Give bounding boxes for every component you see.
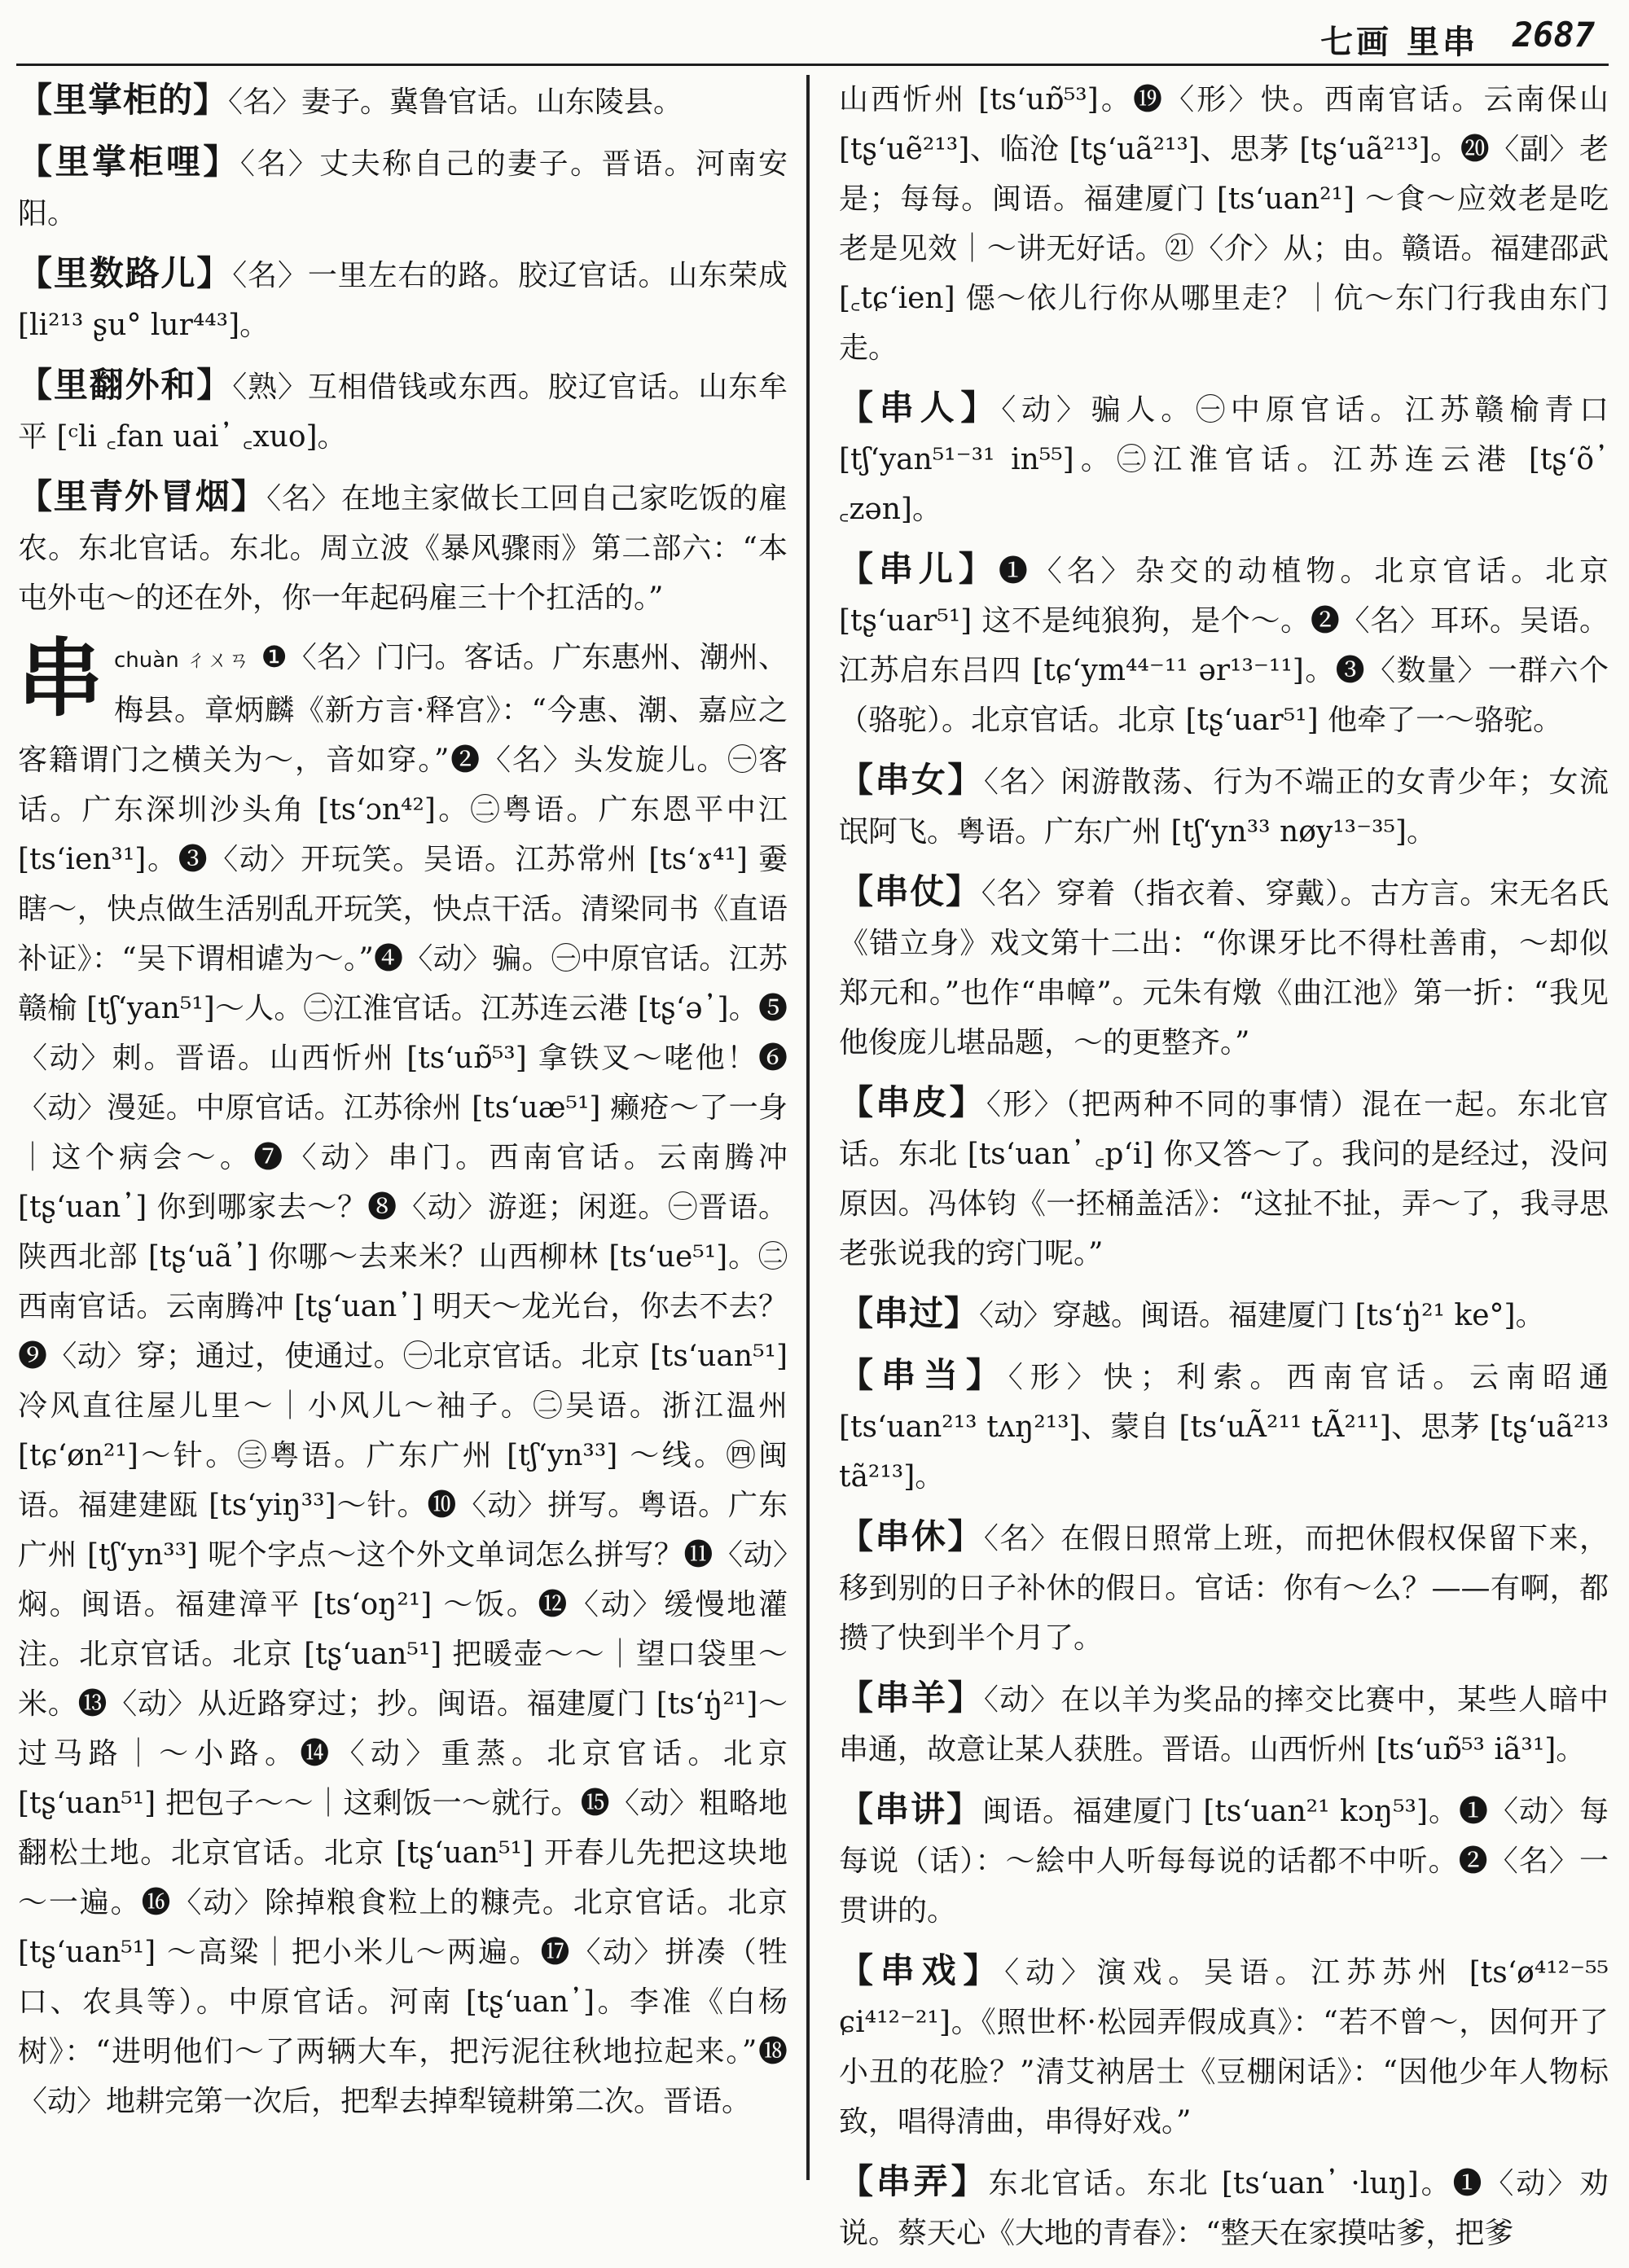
entry-headword: 【串儿】 — [839, 549, 999, 589]
entry-headword: 【串当】 — [839, 1355, 1008, 1395]
dictionary-entry — [839, 1350, 1609, 1502]
entry-body: 〈熟〉互相借钱或东西。胶辽官话。山东牟平 [ᶜli ꜀fan uai᾽ ꜀xuo]。 — [18, 371, 788, 454]
dictionary-entry — [839, 1288, 1609, 1340]
header-rule — [16, 64, 1609, 66]
column-divider — [806, 75, 810, 2180]
entry-body: 山西忻州 [ts‘uɒ̃⁵³]。⓳〈形〉快。西南官话。云南保山 [tʂ‘uẽ²¹³]、临沧 [tʂ‘uã²¹³]、思茅 [tʂ‘uã²¹³]。⓴〈副〉老是；每每。闽语。福建厦门 [ts‘uan²¹] ～食～应效老是吃老是见效｜～讲无好话。㉑〈介〉从；由。赣语。福建邵武 [꜀tɕ‘ien] 僫～依儿行你从哪里走？｜伉～东门行我由东门走。 — [839, 83, 1609, 365]
main-character: 串 — [18, 628, 103, 728]
entry-headword: 【串讲】 — [839, 1789, 982, 1829]
entry-headword: 【串休】 — [839, 1516, 984, 1556]
entry-body: 〈名〉闲游散荡、行为不端正的女青少年；女流氓阿飞。粤语。广东广州 [tʃ‘yn³³ nøy¹³⁻³⁵]。 — [839, 766, 1609, 849]
entry-body: 〈动〉在以羊为奖品的摔交比赛中，某些人暗中串通，故意让某人获胜。晋语。山西忻州 [ts‘uɒ̃⁵³ iã³¹]。 — [839, 1683, 1609, 1766]
dictionary-entry — [839, 2156, 1609, 2258]
dictionary-entry — [839, 1511, 1609, 1663]
entry-body: 〈名〉丈夫称自己的妻子。晋语。河南安阳。 — [18, 147, 788, 230]
entry-body: 〈形〉快；利索。西南官话。云南昭通 [ts‘uan²¹³ tʌŋ²¹³]、蒙自 [ts‘uÃ²¹¹ tÃ²¹¹]、思茅 [tʂ‘uã²¹³ tã²¹³]。 — [839, 1361, 1609, 1494]
dictionary-entry — [18, 472, 788, 623]
dictionary-entry — [839, 1077, 1609, 1279]
entry-body: 〈动〉穿越。闽语。福建厦门 [ts‘ŋ̍²¹ ke°]。 — [979, 1299, 1545, 1332]
dictionary-entry — [839, 866, 1609, 1068]
entry-headword: 【串女】 — [839, 760, 984, 800]
section-title: 七画 里串 — [1320, 23, 1478, 61]
dictionary-entry — [839, 1784, 1609, 1936]
dictionary-entry — [839, 755, 1609, 857]
dictionary-entry-continued — [839, 75, 1609, 373]
dictionary-entry — [839, 1673, 1609, 1774]
entry-body: 闽语。福建厦门 [ts‘uan²¹ kɔŋ⁵³]。❶〈动〉每每说（话）：～絵中人听每每说的话都不中听。❷〈名〉一贯讲的。 — [839, 1795, 1609, 1928]
dictionary-entry — [18, 75, 788, 127]
entry-headword: 【里翻外和】 — [18, 365, 233, 405]
entry-headword: 【里青外冒烟】 — [18, 476, 267, 516]
entry-headword: 【串仗】 — [839, 871, 981, 911]
entry-headword: 【串皮】 — [839, 1082, 986, 1122]
entry-body: 〈动〉骗人。㊀中原官话。江苏赣榆青口 [tʃ‘yan⁵¹⁻³¹ in⁵⁵]。㊁江淮官话。江苏连云港 [tʂ‘õ᾽ ꜀zən]。 — [839, 393, 1609, 526]
entry-body: 〈名〉一里左右的路。胶辽官话。山东荣成 [li²¹³ ʂu° lur⁴⁴³]。 — [18, 259, 788, 342]
entry-body: 〈名〉在地主家做长工回自己家吃饭的雇农。东北官话。东北。周立波《暴风骤雨》第二部六：“本屯外屯～的还在外，你一年起码雇三十个扛活的。” — [18, 482, 788, 615]
dictionary-entry — [18, 137, 788, 239]
entry-body: 〈名〉妻子。冀鲁官话。山东陵县。 — [228, 86, 683, 119]
entry-headword: 【里掌柜哩】 — [18, 142, 240, 182]
main-character-body: ❶〈名〉门闩。客话。广东惠州、潮州、梅县。章炳麟《新方言·释宫》：“今惠、潮、嘉应之客籍谓门之横关为～，音如穿。”❷〈名〉头发旋儿。㊀客话。广东深圳沙头角 [ts‘ɔn⁴²]。㊁粤语。广东恩平中江 [ts‘ien³¹]。❸〈动〉开玩笑。吴语。江苏常州 [ts‘ɤ⁴¹] 嫑瞎～，快点做生活别乱开玩笑，快点干活。清梁同书《直语补证》：“吴下谓相谑为～。”❹〈动〉骗。㊀中原官话。江苏赣榆 [tʃ‘yan⁵¹]～人。㊁江淮官话。江苏连云港 [tʂ‘ə᾽]。❺〈动〉刺。晋语。山西忻州 [ts‘uɒ̃⁵³] 拿铁叉～咾他！❻〈动〉漫延。中原官话。江苏徐州 [ts‘uæ⁵¹] 癞疮～了一身｜这个病会～。❼〈动〉串门。西南官话。云南腾冲 [tʂ‘uan᾽] 你到哪家去～？❽〈动〉游逛；闲逛。㊀晋语。陕西北部 [tʂ‘uã᾽] 你哪～去来米？山西柳林 [ts‘ue⁵¹]。㊁西南官话。云南腾冲 [tʂ‘uan᾽] 明天～龙光台，你去不去？❾〈动〉穿；通过，使通过。㊀北京官话。北京 [ts‘uan⁵¹] 冷风直往屋儿里～｜小风儿～袖子。㊁吴语。浙江温州 [tɕ‘øn²¹]～针。㊂粤语。广东广州 [tʃ‘yn³³] ～线。㊃闽语。福建建瓯 [ts‘yiŋ³³]～针。❿〈动〉拼写。粤语。广东广州 [tʃ‘yn³³] 呢个字点～这个外文单词怎么拼写？⓫〈动〉焖。闽语。福建漳平 [ts‘oŋ²¹] ～饭。⓬〈动〉缓慢地灌注。北京官话。北京 [tʂ‘uan⁵¹] 把暖壶～～｜望口袋里～米。⓭〈动〉从近路穿过；抄。闽语。福建厦门 [ts‘ŋ̍²¹]～过马路｜～小路。⓮〈动〉重蒸。北京官话。北京 [tʂ‘uan⁵¹] 把包子～～｜这剩饭一～就行。⓯〈动〉粗略地翻松土地。北京官话。北京 [tʂ‘uan⁵¹] 开春儿先把这块地～一遍。⓰〈动〉除掉粮食粒上的糠壳。北京官话。北京 [tʂ‘uan⁵¹] ～高粱｜把小米儿～两遍。⓱〈动〉拼凑（牲口、农具等）。中原官话。河南 [tʂ‘uan᾽]。李准《白杨树》：“进明他们～了两辆大车，把污泥往秋地拉起来。”⓲〈动〉地耕完第一次后，把犁去掉犁镜耕第二次。晋语。 — [18, 641, 788, 2118]
entry-body: ❶〈名〉杂交的动植物。北京官话。北京 [tʂ‘uar⁵¹] 这不是纯狼狗，是个～。❷〈名〉耳环。吴语。江苏启东吕四 [tɕ‘ym⁴⁴⁻¹¹ ər¹³⁻¹¹]。❸〈数量〉一群六个（骆驼）。北京官话。北京 [tʂ‘uar⁵¹] 他牵了一～骆驼。 — [839, 555, 1609, 737]
dictionary-entry — [839, 1946, 1609, 2147]
entry-body: 〈动〉演戏。吴语。江苏苏州 [ts‘ø⁴¹²⁻⁵⁵ ɕi⁴¹²⁻²¹]。《照世杯·松园弄假成真》：“若不曾～，因何开了小丑的花脸？”清艾衲居士《豆棚闲话》：“因他少年人物标致，唱得清曲，串得好戏。” — [839, 1956, 1609, 2139]
page-header — [0, 0, 1629, 67]
dictionary-entry — [18, 248, 788, 350]
entry-body: 〈名〉穿着（指衣着、穿戴）。古方言。宋无名氏《错立身》戏文第十二出：“你课牙比不得杜善甫，～却似郑元和。”也作“串幛”。元朱有燉《曲江池》第一折：“我见他俊庞儿堪品题，～的更整齐。” — [839, 877, 1609, 1059]
entry-headword: 【串人】 — [839, 388, 1002, 428]
dictionary-entry — [839, 544, 1609, 745]
entry-body: 东北官话。东北 [ts‘uan᾽ ·luŋ]。❶〈动〉劝说。蔡天心《大地的青春》：“整天在家摸咕爹，把爹 — [839, 2167, 1609, 2250]
entry-body: 〈名〉在假日照常上班，而把休假权保留下来，移到别的日子补休的假日。官话：你有～么？——有啊，都攒了快到半个月了。 — [839, 1522, 1609, 1655]
left-column — [18, 75, 788, 2136]
entry-body: 〈形〉（把两种不同的事情）混在一起。东北官话。东北 [ts‘uan᾽ ꜀p‘i] 你又答～了。我问的是经过，没问原因。冯体钧《一抷桶盖活》：“这扯不扯，弄～了，我寻思老张说我的窍门呢。” — [839, 1088, 1609, 1270]
dictionary-entry — [18, 360, 788, 462]
page-number: 2687 — [1512, 15, 1595, 55]
right-column — [839, 75, 1609, 2268]
main-character-entry — [18, 628, 788, 2126]
main-character-pinyin: chuàn ㄔㄨㄢ — [114, 648, 250, 673]
entry-headword: 【里掌柜的】 — [18, 80, 229, 120]
entry-headword: 【里数路儿】 — [18, 253, 233, 293]
entry-headword: 【串过】 — [839, 1293, 980, 1333]
entry-headword: 【串弄】 — [839, 2161, 989, 2201]
entry-headword: 【串戏】 — [839, 1950, 1005, 1990]
dictionary-entry — [839, 383, 1609, 534]
entry-headword: 【串羊】 — [839, 1678, 984, 1717]
